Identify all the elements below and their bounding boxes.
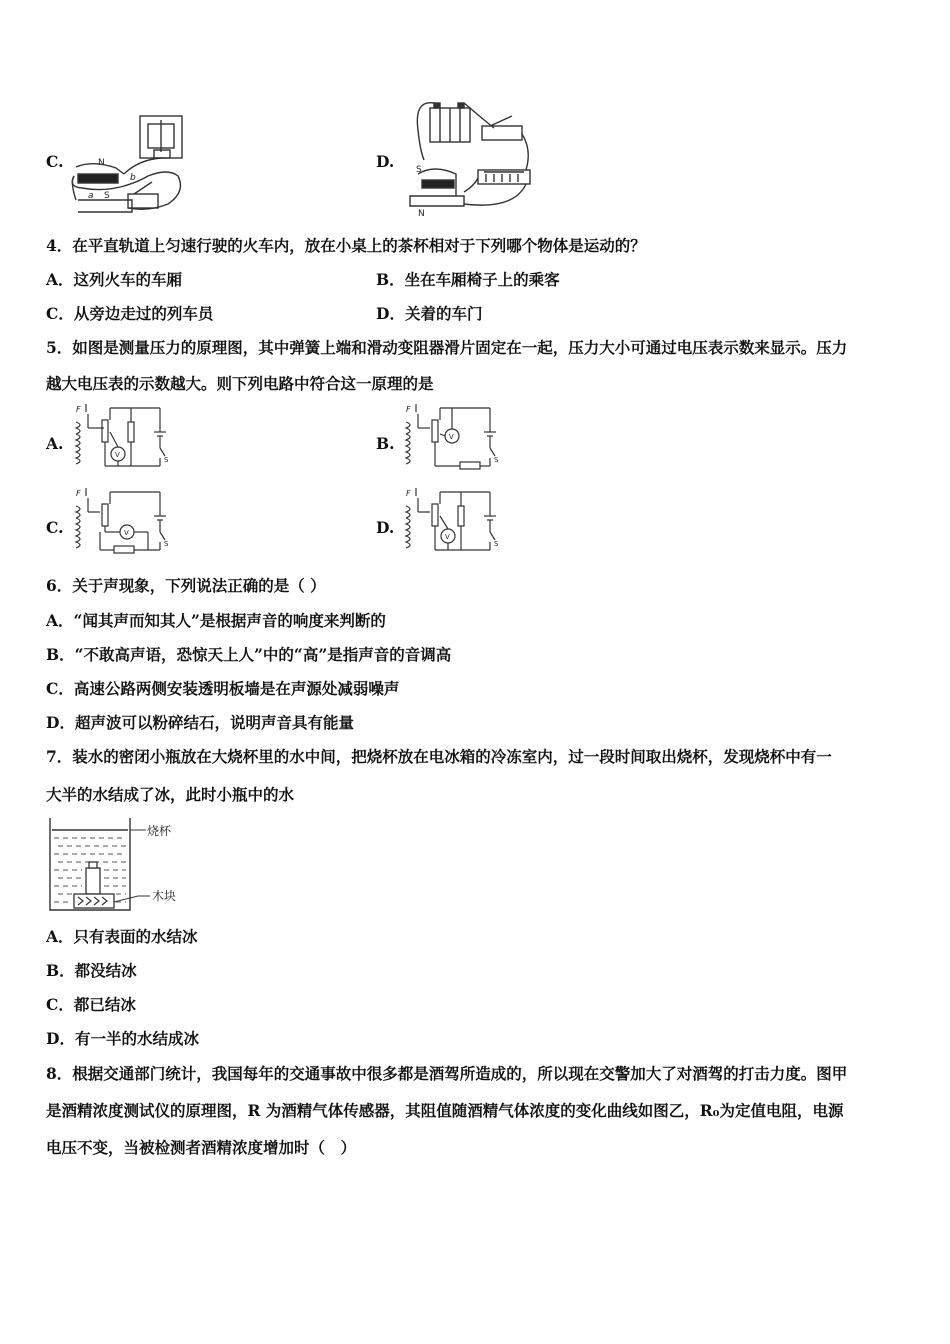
q4-option-b[interactable]: B．坐在车厢椅子上的乘客: [376, 270, 560, 289]
q5d-switch-label: S: [494, 540, 499, 548]
q3c-label-s: S: [104, 191, 110, 201]
q5c-switch-label: S: [164, 540, 169, 548]
q5-circuit-d: [400, 488, 500, 560]
q4-option-d[interactable]: D．关着的车门: [376, 304, 483, 323]
q7-option-c[interactable]: C．都已结冰: [46, 995, 136, 1014]
q5-stem-line1: 5．如图是测量压力的原理图，其中弹簧上端和滑动变阻器滑片固定在一起，压力大小可通过电压表示数来显示。压力: [46, 338, 848, 357]
option-d-label[interactable]: D.: [376, 152, 395, 171]
q6-option-d[interactable]: D．超声波可以粉碎结石，说明声音具有能量: [46, 713, 354, 732]
q6-option-b[interactable]: B．“不敢高声语，恐惊天上人”中的“高”是指声音的音调高: [46, 645, 452, 664]
q5c-meter-label: V: [124, 529, 129, 537]
q5c-force-label: F: [76, 489, 81, 498]
q5b-switch-label: S: [494, 456, 499, 464]
q8-stem-line3: 电压不变，当被检测者酒精浓度增加时（ ）: [46, 1138, 357, 1157]
q5-option-a-label[interactable]: A.: [46, 434, 64, 453]
q5a-meter-label: V: [115, 451, 120, 459]
q3d-label-s: S: [416, 165, 422, 175]
q3-figure-d: [404, 100, 536, 218]
q7-option-d[interactable]: D．有一半的水结成冰: [46, 1029, 199, 1048]
q5-option-c-label[interactable]: C.: [46, 518, 64, 537]
q5-stem-line2: 越大电压表的示数越大。则下列电路中符合这一原理的是: [46, 374, 434, 393]
q6-option-a[interactable]: A．“闻其声而知其人”是根据声音的响度来判断的: [46, 611, 386, 630]
option-c-label[interactable]: C.: [46, 152, 64, 171]
q7-stem-line1: 7．装水的密闭小瓶放在大烧杯里的水中间，把烧杯放在电冰箱的冷冻室内，过一段时间取出烧杯，发现烧杯中有一: [46, 747, 832, 766]
q5-option-d-label[interactable]: D.: [376, 518, 395, 537]
q3-figure-c: [68, 112, 188, 217]
q7-option-a[interactable]: A．只有表面的水结冰: [46, 927, 198, 946]
q4-option-c[interactable]: C．从旁边走过的列车员: [46, 304, 214, 323]
q3c-label-n: N: [98, 158, 105, 168]
q7-block-label: 木块: [152, 889, 177, 903]
q5d-force-label: F: [406, 489, 411, 498]
q4-stem: 4．在平直轨道上匀速行驶的火车内，放在小桌上的茶杯相对于下列哪个物体是运动的？: [46, 236, 646, 255]
q5-circuit-c: [70, 488, 170, 560]
q7-stem-line2: 大半的水结成了冰，此时小瓶中的水: [46, 785, 295, 804]
q8-stem-line1: 8．根据交通部门统计，我国每年的交通事故中很多都是酒驾所造成的，所以现在交警加大了对酒驾的打击力度。图甲: [46, 1064, 848, 1083]
q5a-force-label: F: [76, 405, 81, 414]
q5a-switch-label: S: [164, 456, 169, 464]
q3d-label-n: N: [418, 209, 425, 219]
q5d-meter-label: V: [445, 533, 450, 541]
q5b-meter-label: V: [449, 433, 454, 441]
q8-stem-line2: 是酒精浓度测试仪的原理图，R 为酒精气体传感器，其阻值随酒精气体浓度的变化曲线如图乙，R₀为定值电阻，电源: [46, 1101, 844, 1120]
q7-option-b[interactable]: B．都没结冰: [46, 961, 137, 980]
q5-circuit-a: [70, 404, 170, 476]
q6-stem: 6．关于声现象，下列说法正确的是（ ）: [46, 576, 326, 595]
q5-circuit-b: [400, 404, 500, 476]
q3c-label-b: b: [130, 173, 136, 183]
q3c-label-a: a: [88, 191, 94, 201]
q7-beaker-figure: [46, 816, 196, 916]
q5b-force-label: F: [406, 405, 411, 414]
q6-option-c[interactable]: C．高速公路两侧安装透明板墙是在声源处减弱噪声: [46, 679, 400, 698]
q7-beaker-label: 烧杯: [147, 824, 172, 838]
q4-option-a[interactable]: A．这列火车的车厢: [46, 270, 183, 289]
q5-option-b-label[interactable]: B.: [376, 434, 395, 453]
